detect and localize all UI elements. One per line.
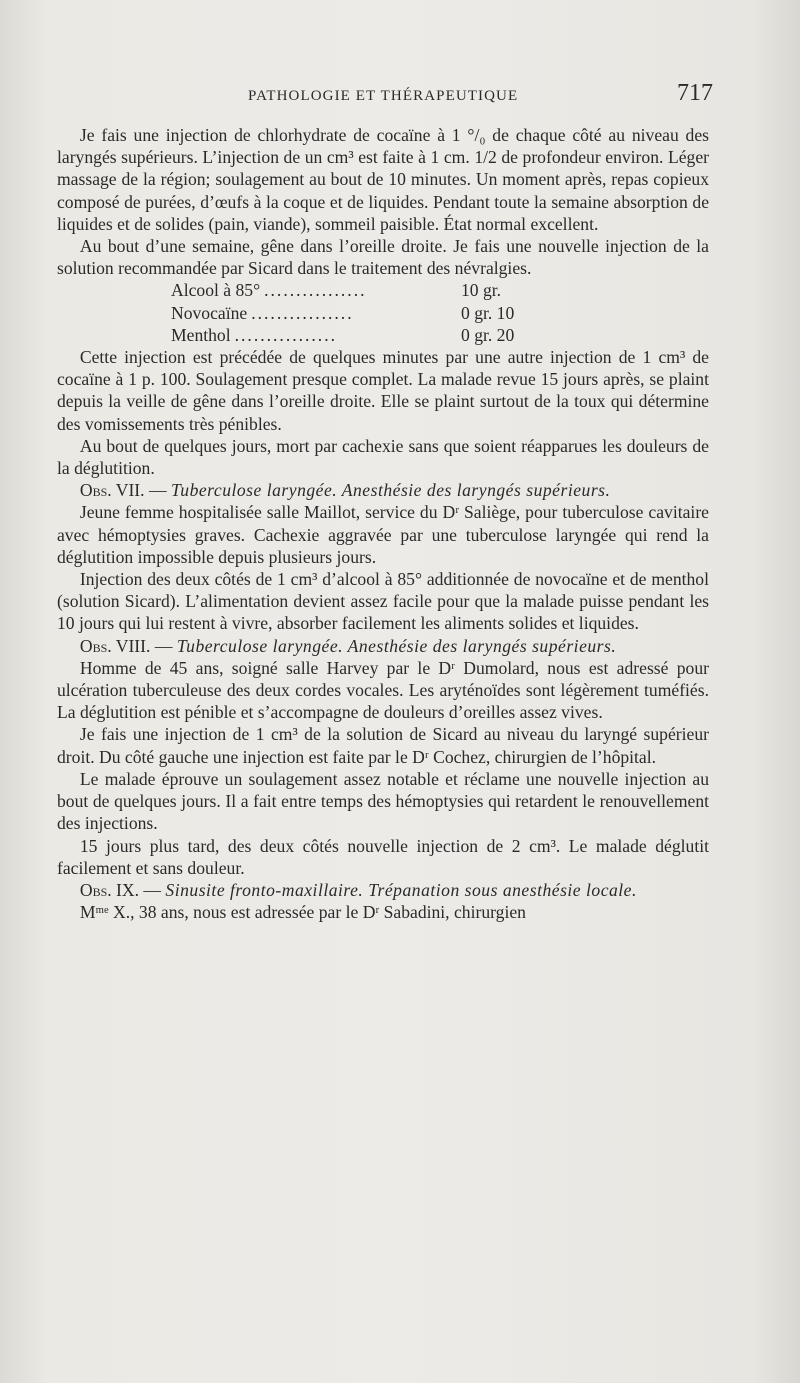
paragraph: Jeune femme hospitalisée salle Maillot, service du Dʳ Saliège, pour tuberculose cavitaire avec hémoptysies graves. Cachexie aggravée par une tuberculose laryngée qui rend la déglutition impossible depuis plusieurs jours. [57,502,709,567]
observation-label: Obs. VIII. — [79,635,173,656]
formula-amount: 0 gr. 20 [461,324,515,345]
leader-dots: ................ [264,280,367,301]
observation-heading [57,479,709,501]
observation-title: Sinusite fronto-maxillaire. Trépanation sous anesthésie locale. [165,879,637,900]
paragraph: Mᵐᵉ X., 38 ans, nous est adressée par le Dʳ Sabadini, chirurgien [79,902,526,923]
observation-label: Obs. IX. — [79,879,162,900]
leader-dots: ................ [234,324,337,345]
paragraph: Homme de 45 ans, soigné salle Harvey par le Dʳ Dumolard, nous est adressé pour ulcération tuberculeuse des deux cordes vocales. Les aryténoïdes sont légèrement tuméfiés. La déglutition est pénible et s’accompagne de douleurs d’oreilles assez vives. [57,657,709,723]
observation-heading [57,879,709,901]
formula-amount: 0 gr. 10 [461,302,515,323]
observation-title: Tuberculose laryngée. Anesthésie des laryngés supérieurs. [176,635,617,656]
observation-title: Tuberculose laryngée. Anesthésie des laryngés supérieurs. [170,480,611,501]
formula-ingredient: Novocaïne [171,302,248,323]
body-text [57,124,709,923]
running-head-title: PATHOLOGIE ET THÉRAPEUTIQUE [248,88,519,104]
running-head [0,80,800,110]
observation-label: Obs. VII. — [79,480,167,501]
paragraph: Au bout de quelques jours, mort par cachexie sans que soient réapparues les douleurs de la déglutition. [57,435,709,479]
leader-dots: ................ [251,302,354,323]
paragraph: Cette injection est précédée de quelques minutes par une autre injection de 1 cm³ de cocaïne à 1 p. 100. Soulagement presque complet. La malade revue 15 jours après, se plaint depuis la veille de gêne dans l’oreille droite. Elle se plaint surtout de la toux qui détermine des vomissements très pénibles. [57,347,709,434]
formula-ingredient: Alcool à 85° [171,280,261,301]
paragraph: Je fais une injection de chlorhydrate de cocaïne à 1 °/₀ de chaque côté au niveau des laryngés supérieurs. L’injection de un cm³ est faite à 1 cm. 1/2 de profondeur environ. Léger massage de la région; soulagement au bout de 10 minutes. Un moment après, repas copieux composé de purées, d’œufs à la coque et de liquides. Pendant toute la semaine absorption de liquides et de solides (pain, viande), sommeil paisible. État normal excellent. [57,125,709,234]
formula-row [171,324,531,346]
paragraph: Le malade éprouve un soulagement assez notable et réclame une nouvelle injection au bout de quelques jours. Il a fait entre temps des hémoptysies qui retardent le renouvellement des injections. [57,768,709,834]
observation-heading [57,635,709,657]
formula-list [171,279,531,346]
paragraph: Au bout d’une semaine, gêne dans l’oreille droite. Je fais une nouvelle injection de la solution recommandée par Sicard dans le traitement des névralgies. [57,236,709,279]
paragraph: 15 jours plus tard, des deux côtés nouvelle injection de 2 cm³. Le malade déglutit facilement et sans douleur. [57,835,709,878]
formula-ingredient: Menthol [171,324,231,345]
paragraph: Injection des deux côtés de 1 cm³ d’alcool à 85° additionnée de novocaïne et de menthol (solution Sicard). L’alimentation devient assez facile pour que la malade puisse pendant les 10 jours qui lui restent à vivre, absorber facilement les aliments solides et liquides. [57,569,709,634]
paragraph: Je fais une injection de 1 cm³ de la solution de Sicard au niveau du laryngé supérieur droit. Du côté gauche une injection est faite par le Dʳ Cochez, chirurgien de l’hôpital. [57,724,709,767]
formula-row [171,302,531,324]
formula-row [171,279,531,301]
page-number: 717 [677,80,713,106]
formula-amount: 10 gr. [461,280,502,301]
